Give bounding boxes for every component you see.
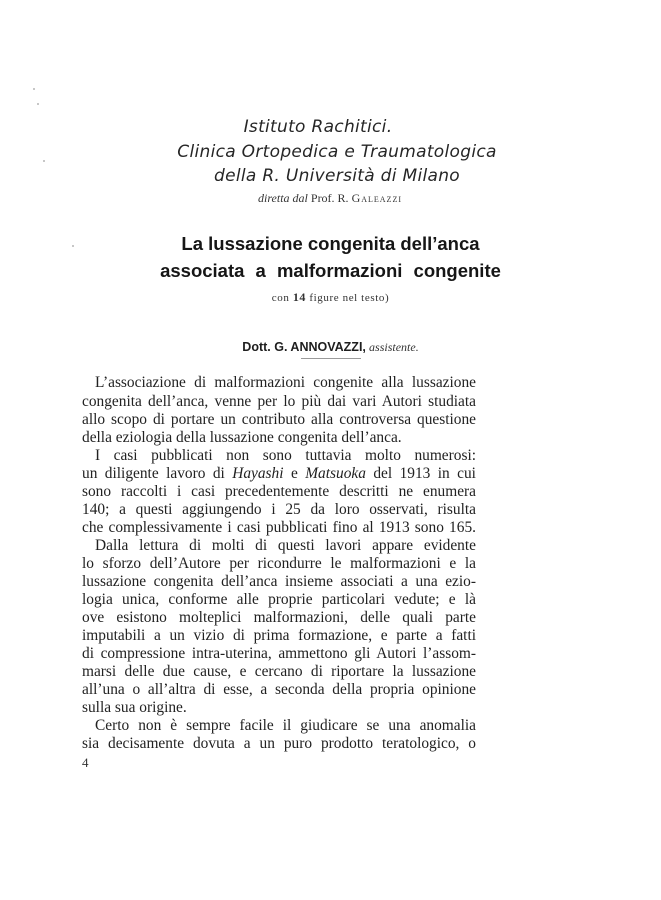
body-line: della eziologia della lussazione congenita dell’anca. bbox=[82, 429, 402, 446]
body-line: che complessivamente i casi pubblicati fino al 1913 sono 165. bbox=[82, 519, 476, 536]
body-line: L’associazione di malformazioni congenite alla lussazione bbox=[95, 374, 476, 391]
figures-post: figure nel testo) bbox=[309, 292, 390, 304]
author-role: assistente. bbox=[369, 340, 419, 354]
divider-rule bbox=[301, 358, 361, 359]
institute-line-2: Clinica Ortopedica e Traumatologica bbox=[177, 142, 497, 162]
scan-speck bbox=[33, 88, 35, 90]
figures-count: 14 bbox=[292, 290, 307, 304]
article-title-line-2: associata a malformazioni congenite bbox=[160, 260, 501, 281]
author-name: Dott. G. ANNOVAZZI, bbox=[242, 340, 366, 354]
institute-direction bbox=[180, 191, 480, 206]
institute-line-1: Istituto Rachitici. bbox=[243, 117, 393, 137]
scan-speck bbox=[37, 103, 39, 105]
body-line: di compressione intra-uterina, ammettono gli Autori l’assom- bbox=[82, 645, 476, 662]
body-line: sulla sua origine. bbox=[82, 699, 187, 716]
figures-note bbox=[160, 290, 501, 305]
folio-signature: 4 bbox=[82, 755, 89, 770]
body-line: logia unica, conforme alle proprie particolari vedute; e là bbox=[82, 591, 476, 608]
body-line: Dalla lettura di molti di questi lavori appare evidente bbox=[95, 537, 476, 554]
body-line bbox=[82, 465, 476, 484]
body-line: Certo non è sempre facile il giudicare se una anomalia bbox=[95, 717, 476, 734]
body-line: sono raccolti i casi precedentemente descritti ne enumera bbox=[82, 483, 476, 500]
body-line: lussazione congenita dell’anca insieme associati a una ezio- bbox=[82, 573, 476, 590]
body-line: all’una o all’altra di esse, a seconda della propria opinione bbox=[82, 681, 476, 698]
body-line: sia decisamente dovuta a un puro prodotto teratologico, o bbox=[82, 735, 476, 752]
body-text: un diligente lavoro di bbox=[82, 465, 225, 482]
body-line: ove esistono molteplici malformazioni, delle quali parte bbox=[82, 609, 476, 626]
author-ref: Hayashi bbox=[232, 465, 284, 482]
author-ref: Matsuoka bbox=[305, 465, 366, 482]
body-line: lo sforzo dell’Autore per ricondurre le malformazioni e la bbox=[82, 555, 476, 572]
author-line bbox=[130, 340, 531, 355]
scan-speck bbox=[43, 160, 45, 162]
body-text: del 1913 in cui bbox=[373, 465, 476, 482]
institute-line-3: della R. Università di Milano bbox=[214, 166, 460, 186]
body-line: 140; a questi aggiungendo i 25 da loro osservati, risulta bbox=[82, 501, 476, 518]
body-line: allo scopo di portare un contributo alla controversa questione bbox=[82, 411, 476, 428]
direction-prefix: diretta dal bbox=[258, 191, 308, 205]
figures-pre: con bbox=[271, 292, 290, 304]
direction-name: Galeazzi bbox=[351, 191, 402, 205]
body-line: I casi pubblicati non sono tuttavia molto numerosi: bbox=[95, 447, 476, 464]
body-line: imputabili a un vizio di prima formazione, e parte a fatti bbox=[82, 627, 476, 644]
article-title-line-1: La lussazione congenita dell’anca bbox=[181, 233, 480, 254]
body-line: congenita dell’anca, venne per lo più dai vari Autori studiata bbox=[82, 393, 476, 410]
body-line: marsi delle due cause, e cercano di riportare la lussazione bbox=[82, 663, 476, 680]
body-text: e bbox=[290, 465, 298, 482]
direction-prof: Prof. R. bbox=[310, 191, 349, 205]
